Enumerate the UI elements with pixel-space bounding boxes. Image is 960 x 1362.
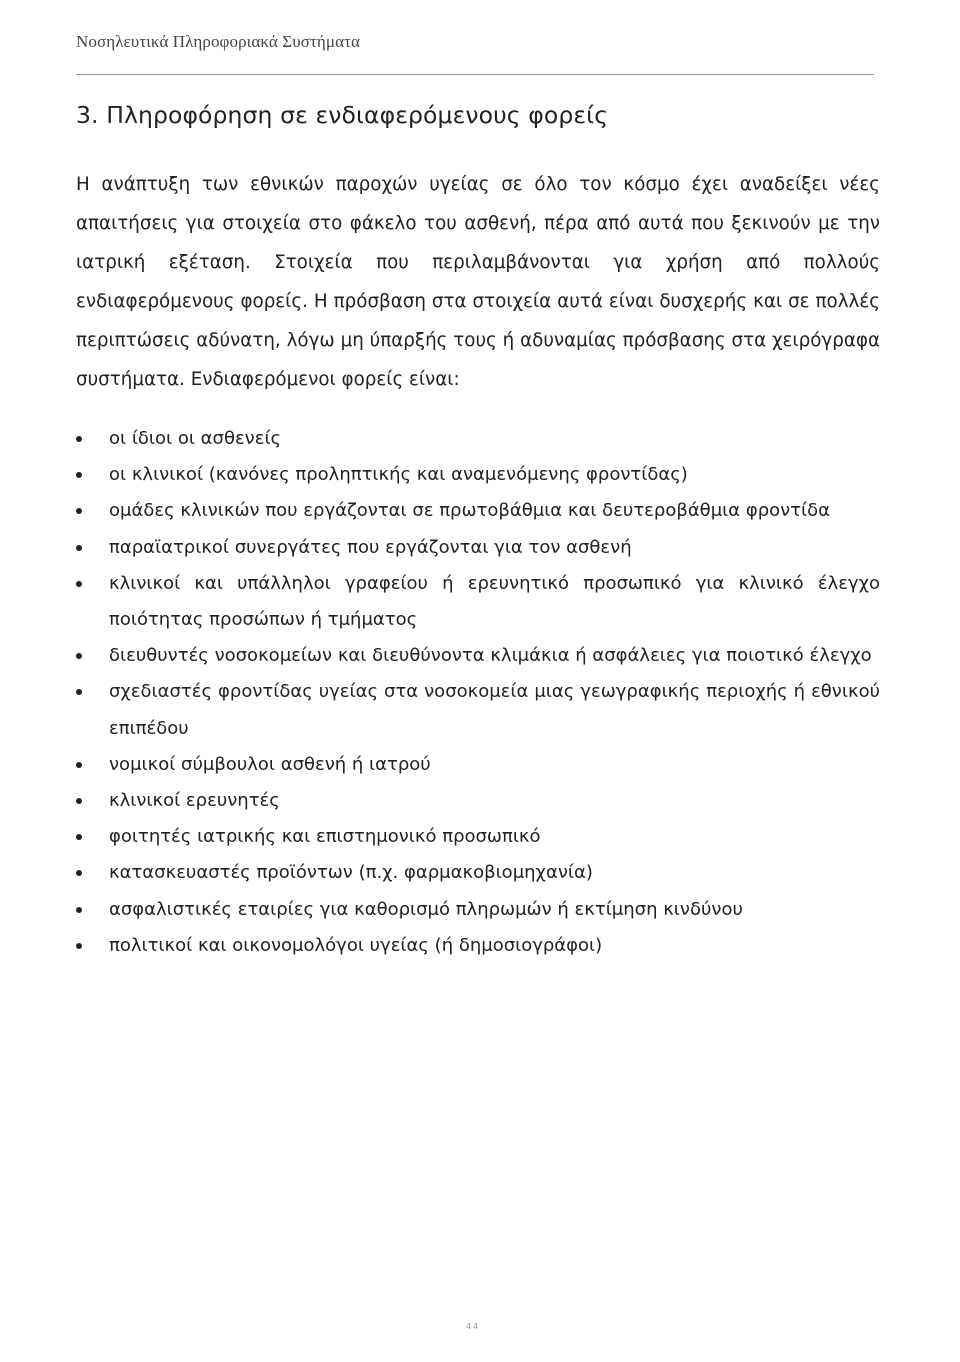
list-item	[76, 421, 880, 457]
list-item-text: παραϊατρικοί συνεργάτες που εργάζονται για τον ασθενή	[109, 536, 632, 558]
list-item	[76, 493, 880, 529]
bullet-icon	[76, 943, 82, 949]
section-title: 3. Πληροφόρηση σε ενδιαφερόμενους φορείς	[76, 101, 609, 129]
list-item-text: φοιτητές ιατρικής και επιστημονικό προσωπικό	[109, 826, 541, 848]
header-divider	[76, 74, 874, 75]
list-item	[76, 855, 880, 891]
list-item-text: διευθυντές νοσοκομείων και διευθύνοντα κλιμάκια ή ασφάλειες για ποιοτικό έλεγχο	[109, 645, 872, 667]
bullet-icon	[76, 762, 82, 768]
list-item	[76, 928, 880, 964]
bullet-icon	[76, 653, 82, 659]
list-item	[76, 819, 880, 855]
list-item	[76, 892, 880, 928]
bullet-icon	[76, 508, 82, 514]
list-item-text: σχεδιαστές φροντίδας υγείας στα νοσοκομεία μιας γεωγραφικής περιοχής ή εθνικού επιπέδου	[109, 681, 880, 739]
bullet-icon	[76, 581, 82, 587]
list-item	[76, 783, 880, 819]
list-item-text: ομάδες κλινικών που εργάζονται σε πρωτοβάθμια και δευτεροβάθμια φροντίδα	[109, 500, 831, 522]
list-item	[76, 457, 880, 493]
list-item-text: οι κλινικοί (κανόνες προληπτικής και αναμενόμενης φροντίδας)	[109, 464, 688, 486]
bullet-icon	[76, 907, 82, 913]
bullet-icon	[76, 689, 82, 695]
list-item-text: κλινικοί ερευνητές	[109, 790, 280, 812]
list-item	[76, 674, 880, 746]
bullet-icon	[76, 436, 82, 442]
intro-paragraph: Η ανάπτυξη των εθνικών παροχών υγείας σε όλο τον κόσμο έχει αναδείξει νέες απαιτήσεις για στοιχεία στο φάκελο του ασθενή, πέρα από αυτά που ξεκινούν με την ιατρική εξέταση. Στοιχεία που περιλαμβάνονται για χρήση από πολλούς ενδιαφερόμενους φορείς. Η πρόσβαση στα στοιχεία αυτά είναι δυσχερής και σε πολλές περιπτώσεις αδύνατη, λόγω μη ύπαρξής τους ή αδυναμίας πρόσβασης στα χειρόγραφα συστήματα. Ενδιαφερόμενοι φορείς είναι:	[76, 174, 880, 390]
running-header: Νοσηλευτικά Πληροφοριακά Συστήματα	[76, 32, 361, 51]
list-item	[76, 566, 880, 638]
stakeholder-list	[76, 421, 880, 964]
bullet-icon	[76, 798, 82, 804]
bullet-icon	[76, 472, 82, 478]
list-item	[76, 530, 880, 566]
page-number: 44	[466, 1322, 481, 1331]
list-item-text: ασφαλιστικές εταιρίες για καθορισμό πληρωμών ή εκτίμηση κινδύνου	[109, 898, 743, 920]
bullet-icon	[76, 545, 82, 551]
list-item-text: κλινικοί και υπάλληλοι γραφείου ή ερευνητικό προσωπικό για κλινικό έλεγχο ποιότητας προσώπων ή τμήματος	[109, 572, 880, 631]
bullet-icon	[76, 870, 82, 876]
list-item	[76, 638, 880, 674]
list-item-text: νομικοί σύμβουλοι ασθενή ή ιατρού	[109, 753, 431, 775]
bullet-icon	[76, 834, 82, 840]
list-item-text: κατασκευαστές προϊόντων (π.χ. φαρμακοβιομηχανία)	[109, 862, 593, 884]
list-item-text: οι ίδιοι οι ασθενείς	[109, 428, 282, 449]
list-item-text: πολιτικοί και οικονομολόγοι υγείας (ή δημοσιογράφοι)	[109, 934, 603, 956]
list-item	[76, 747, 880, 783]
